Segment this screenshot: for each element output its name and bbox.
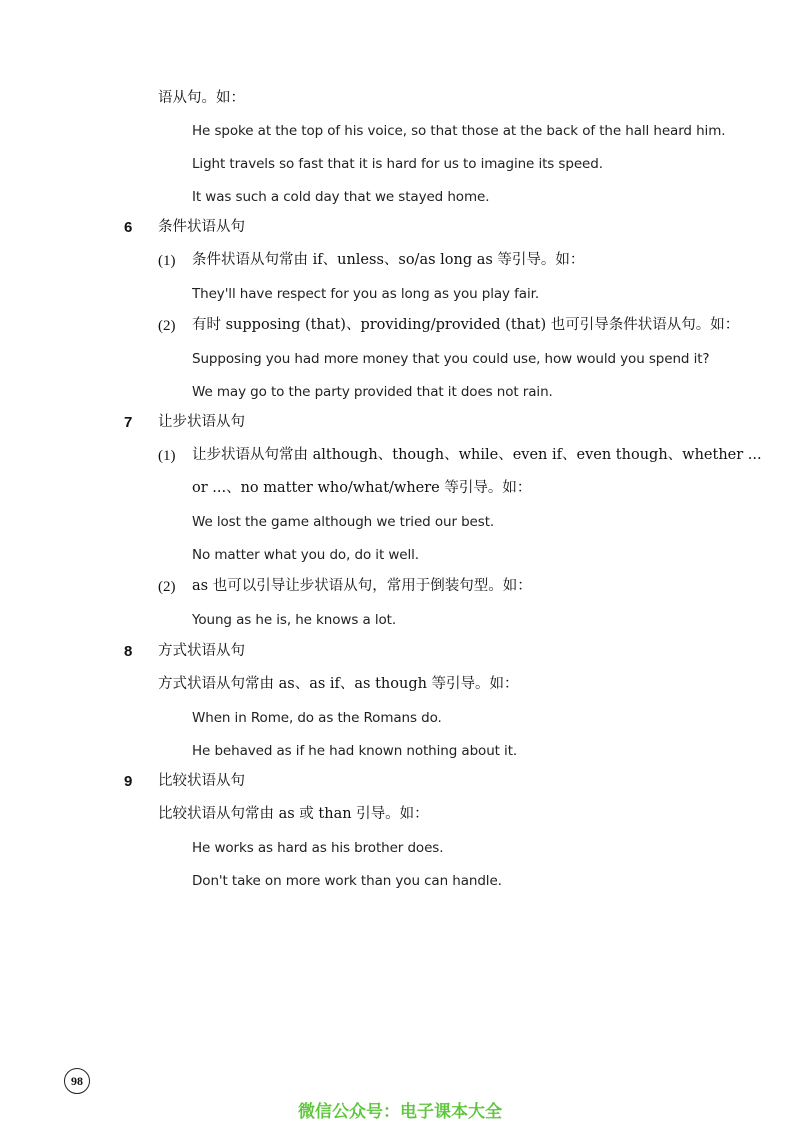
page-number: 98	[64, 1068, 90, 1094]
section-8-title: 方式状语从句	[158, 643, 245, 659]
section-6-item-2-example-2: We may go to the party provided that it does not rain.	[192, 384, 553, 400]
section-7-item-2-text: as 也可以引导让步状语从句，常用于倒装句型。如：	[192, 578, 532, 594]
section-6-item-2-example-1: Supposing you had more money that you could use, how would you spend it?	[192, 351, 710, 367]
section-8-text: 方式状语从句常由 as、as if、as though 等引导。如：	[158, 676, 519, 692]
section-6-item-2-text: 有时 supposing (that)、providing/provided (that) 也可引导条件状语从句。如：	[192, 317, 740, 333]
section-6-number: 6	[124, 219, 133, 236]
section-6-title: 条件状语从句	[158, 219, 245, 235]
section-7-title: 让步状语从句	[158, 414, 245, 430]
watermark-text: 微信公众号：电子课本大全	[298, 1102, 502, 1122]
section-8-example-2: He behaved as if he had known nothing about it.	[192, 743, 518, 759]
section-9-text: 比较状语从句常由 as 或 than 引导。如：	[158, 806, 429, 822]
section-6-item-1-example: They'll have respect for you as long as you play fair.	[192, 286, 540, 302]
section-9-example-1: He works as hard as his brother does.	[192, 840, 444, 856]
section-7-item-1-text-line-2: or ...、no matter who/what/where 等引导。如：	[192, 480, 532, 496]
section-8-number: 8	[124, 643, 133, 660]
section-7-item-2-label: (2)	[158, 579, 176, 595]
section-9-number: 9	[124, 773, 133, 790]
section-9-example-2: Don't take on more work than you can handle.	[192, 873, 502, 889]
section-6-item-2-label: (2)	[158, 318, 176, 334]
section-7-item-1-label: (1)	[158, 448, 176, 464]
section-7-item-1-text-line-1: 让步状语从句常由 although、though、while、even if、even though、whether ...	[192, 447, 762, 463]
section-7-item-1-example-2: No matter what you do, do it well.	[192, 547, 419, 563]
intro-example-1: He spoke at the top of his voice, so that those at the back of the hall heard him.	[192, 123, 726, 139]
intro-example-3: It was such a cold day that we stayed home.	[192, 189, 490, 205]
section-7-item-2-example: Young as he is, he knows a lot.	[192, 612, 397, 628]
section-6-item-1-text: 条件状语从句常由 if、unless、so/as long as 等引导。如：	[192, 252, 585, 268]
section-6-item-1-label: (1)	[158, 253, 176, 269]
intro-example-2: Light travels so fast that it is hard for us to imagine its speed.	[192, 156, 603, 172]
section-7-number: 7	[124, 414, 133, 431]
intro-tail-text: 语从句。如：	[158, 90, 245, 106]
section-7-item-1-example-1: We lost the game although we tried our best.	[192, 514, 495, 530]
section-9-title: 比较状语从句	[158, 773, 245, 789]
section-8-example-1: When in Rome, do as the Romans do.	[192, 710, 442, 726]
